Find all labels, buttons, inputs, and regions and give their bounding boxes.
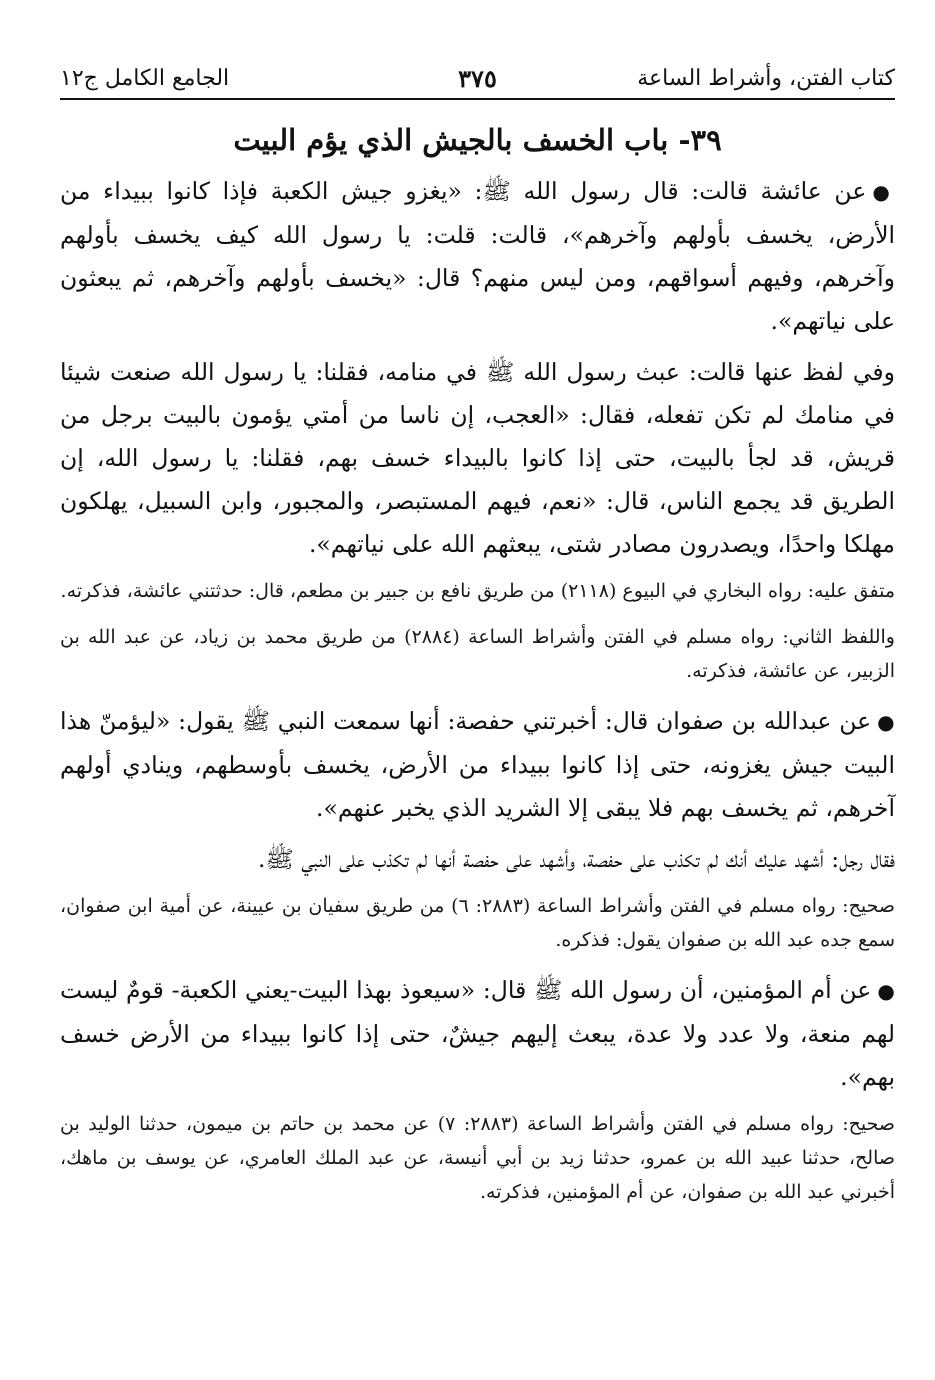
paragraph-text: عن أم المؤمنين، أن رسول الله ﷺ قال: «سيعوذ بهذا البيت-يعني الكعبة- قومٌ ليست لهم منعة، ولا عدد ولا عدة، يبعث إليهم جيشٌ، حتى إذا كانوا ببيداء من الأرض خسف بهم».	[60, 976, 895, 1091]
bullet-icon: ●	[872, 180, 896, 204]
takhrij-note: صحيح: رواه مسلم في الفتن وأشراط الساعة (٢٨٨٣: ٧) عن محمد بن حاتم بن ميمون، حدثنا الوليد بن صالح، حدثنا عبيد الله بن عمرو، حدثنا زيد بن أبي أنيسة، عن عبد الملك العامري، عن يوسف بن ماهك، أخبرني عبد الله بن صفوان، عن أم المؤمنين، فذكرته.	[60, 1113, 895, 1203]
takhrij-note: واللفظ الثاني: رواه مسلم في الفتن وأشراط الساعة (٢٨٨٤) من طريق محمد بن زياد، عن عبد الله بن الزبير، عن عائشة، فذكرته.	[60, 626, 895, 682]
hadith-paragraph	[60, 170, 895, 343]
running-title-right: كتاب الفتن، وأشراط الساعة	[637, 66, 895, 91]
hadith-paragraph: فقال رجل: أشهد عليك أنك لم تكذب على حفصة، وأشهد على حفصة أنها لم تكذب على النبي ﷺ.	[257, 845, 895, 873]
running-title-left: الجامع الكامل ج١٢	[60, 66, 230, 91]
takhrij-note: متفق عليه: رواه البخاري في البيوع (٢١١٨) من طريق نافع بن جبير بن مطعم، قال: حدثتني عائشة، فذكرته.	[60, 580, 895, 602]
hadith-paragraph	[60, 969, 895, 1099]
bullet-icon: ●	[877, 979, 895, 1003]
document-page	[60, 48, 895, 1348]
paragraph-text: عن عائشة قالت: قال رسول الله ﷺ: «يغزو جيش الكعبة فإذا كانوا ببيداء من الأرض، يخسف بأولهم وآخرهم»، قالت: قلت: يا رسول الله كيف يخسف بأولهم وآخرهم، وفيهم أسواقهم، ومن ليس منهم؟ قال: «يخسف بأولهم وآخرهم، ثم يبعثون على نياتهم».	[60, 177, 895, 335]
chapter-title: ٣٩- باب الخسف بالجيش الذي يؤم البيت	[233, 123, 722, 157]
hadith-paragraph	[60, 700, 895, 830]
paragraph-text: عن عبدالله بن صفوان قال: أخبرتني حفصة: أنها سمعت النبي ﷺ يقول: «ليؤمنّ هذا البيت جيش يغزونه، حتى إذا كانوا ببيداء من الأرض، يخسف بأوسطهم، وينادي أولهم آخرهم، ثم يخسف بهم فلا يبقى إلا الشريد الذي يخبر عنهم».	[60, 707, 895, 822]
hadith-paragraph: وفي لفظ عنها قالت: عبث رسول الله ﷺ في منامه، فقلنا: يا رسول الله صنعت شيئا في منامك لم تكن تفعله، فقال: «العجب، إن ناسا من أمتي يؤمون بالبيت برجل من قريش، قد لجأ بالبيت، حتى إذا كانوا بالبيداء خسف بهم، فقلنا: يا رسول الله، إن الطريق قد يجمع الناس، قال: «نعم، فيهم المستبصر، والمجبور، وابن السبيل، يهلكون مهلكا واحدًا، ويصدرون مصادر شتى، يبعثهم الله على نياتهم».	[60, 358, 895, 558]
takhrij-note: صحيح: رواه مسلم في الفتن وأشراط الساعة (٢٨٨٣: ٦) من طريق سفيان بن عيينة، عن أمية ابن صفوان، سمع جده عبد الله بن صفوان يقول: فذكره.	[60, 895, 895, 951]
page-number: ٣٧٥	[458, 64, 497, 93]
page-header	[60, 48, 895, 100]
bullet-icon: ●	[877, 710, 895, 734]
